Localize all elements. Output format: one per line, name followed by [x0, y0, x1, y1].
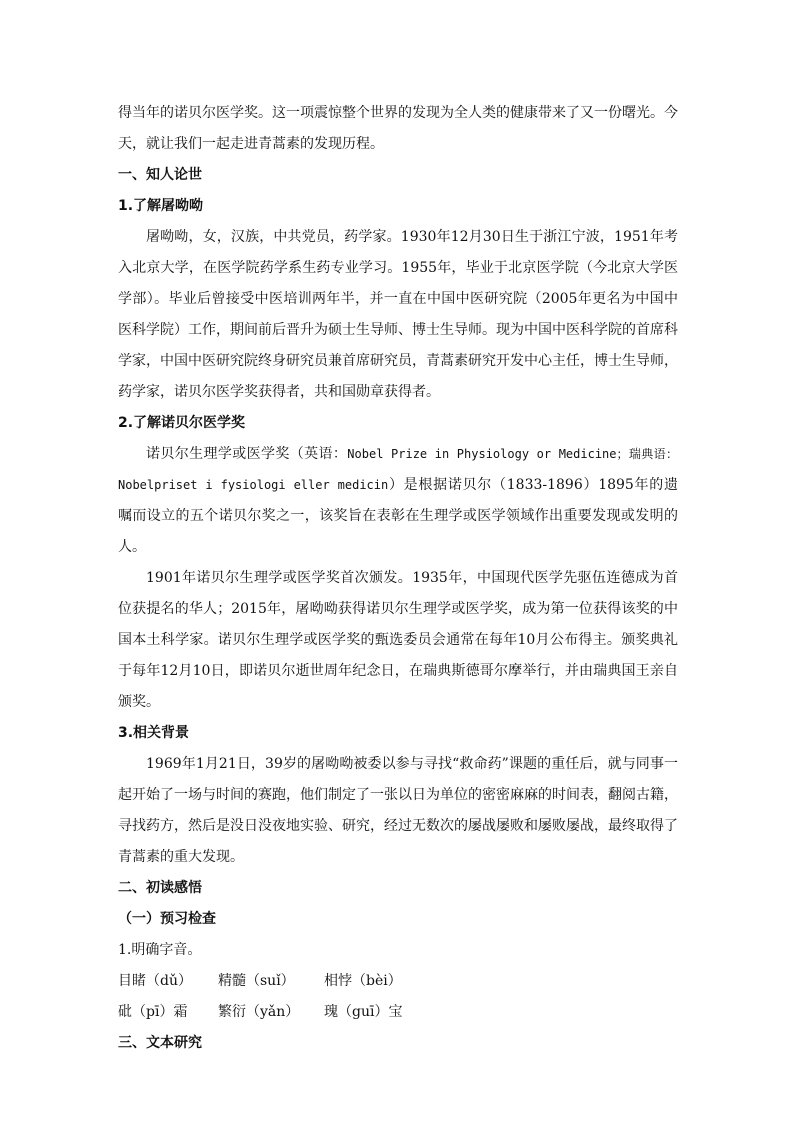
pronunciation-row-2 [118, 997, 678, 1028]
nobel-text-b: ）是根据诺贝尔（1833-1896）1895年的遗嘱而设立的五个诺贝尔奖之一，该奖旨在表彰在生理学或医学领域作出重要发现或发明的人。 [118, 477, 678, 555]
pronunciation-item: 相悖（bèi） [324, 973, 402, 989]
pronunciation-item: 精髓（suǐ） [218, 973, 295, 989]
biography-paragraph: 屠呦呦，女，汉族，中共党员，药学家。1930年12月30日生于浙江宁波，1951年考入北京大学，在医学院药学系生药专业学习。1955年，毕业于北京医学院（今北京大学医学部）。毕业后曾接受中医培训两年半，并一直在中国中医研究院（2005年更名为中国中医科学院）工作，期间前后晋升为硕士生导师、博士生导师。现为中国中医科学院的首席科学家，中国中医研究院终身研究员兼首席研究员，青蒿素研究开发中心主任，博士生导师，药学家，诺贝尔医学奖获得者，共和国勋章获得者。 [118, 229, 678, 400]
background-paragraph: 1969年1月21日，39岁的屠呦呦被委以参与寻找“救命药”课题的重任后，就与同事一起开始了一场与时间的赛跑，他们制定了一张以日为单位的密密麻麻的时间表，翻阅古籍，寻找药方，然后是没日没夜地实验、研究，经过无数次的屡战屡败和屡败屡战，最终取得了青蒿素的重大发现。 [118, 756, 678, 865]
section-heading-3: 三、文本研究 [118, 1035, 202, 1051]
subheading-1-2: 2.了解诺贝尔医学奖 [118, 415, 246, 431]
subheading-2-1: （一）预习检查 [118, 911, 216, 927]
nobel-paragraph-1 [118, 439, 678, 563]
nobel-text-english: Nobel Prize in Physiology or Medicine；瑞典语：Nobelpriset i fysiologi eller medicin [118, 447, 679, 492]
pronunciation-item: 瑰（guī）宝 [324, 1004, 403, 1020]
intro-paragraph: 得当年的诺贝尔医学奖。这一项震惊整个世界的发现为全人类的健康带来了又一份曙光。今天，就让我们一起走进青蒿素的发现历程。 [118, 105, 678, 152]
pronunciation-item: 繁衍（yǎn） [218, 1004, 300, 1020]
subheading-1-3: 3.相关背景 [118, 725, 190, 741]
pronunciation-task: 1.明确字音。 [118, 942, 202, 958]
nobel-paragraph-2: 1901年诺贝尔生理学或医学奖首次颁发。1935年，中国现代医学先驱伍连德成为首位获提名的华人；2015年，屠呦呦获得诺贝尔生理学或医学奖，成为第一位获得该奖的中国本土科学家。诺贝尔生理学或医学奖的甄选委员会通常在每年10月公布得主。颁奖典礼于每年12月10日，即诺贝尔逝世周年纪念日，在瑞典斯德哥尔摩举行，并由瑞典国王亲自颁奖。 [118, 570, 678, 710]
pronunciation-item: 砒（pī）霜 [118, 1004, 188, 1020]
nobel-text-a: 诺贝尔生理学或医学奖（英语： [146, 446, 348, 462]
section-heading-2: 二、初读感悟 [118, 880, 202, 896]
section-heading-1: 一、知人论世 [118, 167, 202, 183]
document-page [118, 98, 678, 1059]
subheading-1-1: 1.了解屠呦呦 [118, 198, 204, 214]
pronunciation-item: 目睹（dǔ） [118, 973, 192, 989]
pronunciation-row-1 [118, 966, 678, 997]
